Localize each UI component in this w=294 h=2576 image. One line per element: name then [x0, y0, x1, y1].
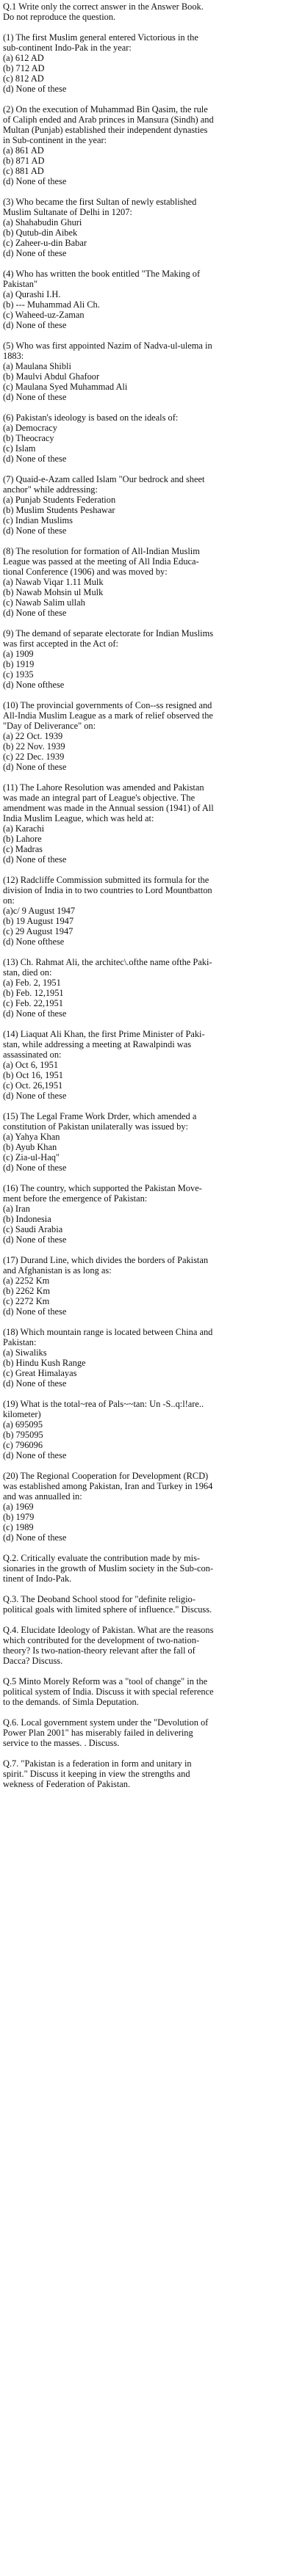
answer-option: (b) --- Muhammad Ali Ch.	[3, 299, 100, 310]
question-text: (14) Liaquat Ali Khan, the first Prime Minister of Paki- stan, while addressing a meeting at Rawalpindi was assassinated on:	[3, 1029, 205, 1060]
answer-option: (c) 796096	[3, 1440, 43, 1450]
answer-option: (d) None of these	[3, 608, 67, 618]
answer-option: (b) 1979	[3, 1512, 35, 1522]
answer-option: (c) Indian Muslims	[3, 515, 73, 525]
answer-option: (b) Hindu Kush Range	[3, 1358, 86, 1368]
mcq-item	[3, 341, 290, 402]
mcq-item	[3, 197, 290, 258]
question-text: (8) The resolution for formation of All-Indian Muslim League was passed at the meeting of All India Educa- tional Conference (1906) and was moved by:	[3, 546, 200, 577]
answer-option: (b) Nawab Mohsin ul Mulk	[3, 587, 104, 597]
question-text: (5) Who was first appointed Nazim of Nadva-ul-ulema in 1883:	[3, 341, 212, 361]
mcq-item	[3, 1029, 290, 1101]
answer-option: (b) Maulvi Abdul Ghafoor	[3, 371, 100, 382]
answer-option: (a) 2252 Km	[3, 1276, 50, 1286]
question-text: (18) Which mountain range is located between China and Pakistan:	[3, 1327, 213, 1347]
answer-option: (d) None ofthese	[3, 936, 65, 947]
answer-option: (d) None of these	[3, 1234, 67, 1245]
answer-option: (a) 1969	[3, 1502, 34, 1512]
answer-option: (a) Democracy	[3, 423, 57, 433]
answer-option: (a) 612 AD	[3, 53, 44, 63]
answer-option: (c) Waheed-uz-Zaman	[3, 310, 85, 320]
answer-option: (b) 712 AD	[3, 63, 45, 73]
answer-option: (a) Feb. 2, 1951	[3, 978, 61, 988]
answer-option: (a)c/ 9 August 1947	[3, 906, 76, 916]
answer-option: (a) Karachi	[3, 823, 45, 834]
answer-option: (c) Islam	[3, 443, 36, 454]
answer-option: (c) Nawab Salim ullah	[3, 597, 85, 608]
mcq-item	[3, 1111, 290, 1173]
question-text: (4) Who has written the book entitled "The Making of Pakistan"	[3, 269, 201, 289]
mcq-item	[3, 957, 290, 1019]
mcq-item	[3, 1399, 290, 1460]
answer-option: (b) 871 AD	[3, 156, 45, 166]
answer-option: (d) None of these	[3, 1378, 67, 1389]
long-question: Q.7. "Pakistan is a federation in form and unitary in spirit." Discuss it keeping in view the strengths and wekness of Federation of Pakistan.	[3, 1758, 192, 1789]
question-text: (16) The country, which supported the Pakistan Move- ment before the emergence of Pakistan:	[3, 1183, 202, 1204]
answer-option: (d) None of these	[3, 1008, 67, 1019]
answer-option: (d) None of these	[3, 1450, 67, 1460]
answer-option: (d) None of these	[3, 1163, 67, 1173]
mcq-item	[3, 546, 290, 618]
answer-option: (b) Theocracy	[3, 433, 54, 443]
answer-option: (a) Shahabudin Ghuri	[3, 217, 82, 228]
question-text: (17) Durand Line, which divides the borders of Pakistan and Afghanistan is as long as:	[3, 1255, 209, 1276]
answer-option: (a) 1909	[3, 649, 34, 659]
mcq-item	[3, 474, 290, 536]
answer-option: (a) Siwaliks	[3, 1347, 47, 1358]
answer-option: (a) 861 AD	[3, 145, 44, 156]
answer-option: (b) Ayub Khan	[3, 1142, 57, 1152]
long-question-list	[3, 1553, 290, 1789]
mcq-item	[3, 628, 290, 690]
answer-option: (a) Yahya Khan	[3, 1132, 60, 1142]
question-text: (20) The Regional Cooperation for Development (RCD) was established among Pakistan, Iran and Turkey in 1964 and was annualled in:	[3, 1471, 213, 1502]
answer-option: (a) Iran	[3, 1204, 30, 1214]
question-text: (19) What is the total~rea of Pals~~tan: Un -S..q:l!are.. kilometer)	[3, 1399, 204, 1419]
question-text: (7) Quaid-e-Azam called Islam "Our bedrock and sheet anchor" while addressing:	[3, 474, 205, 495]
mcq-item	[3, 1183, 290, 1245]
answer-option: (d) None of these	[3, 525, 67, 536]
answer-option: (d) None of these	[3, 320, 67, 330]
answer-option: (c) 812 AD	[3, 73, 44, 84]
question-text: (1) The first Muslim general entered Victorious in the sub-continent Indo-Pak in the year:	[3, 32, 198, 53]
mcq-item	[3, 104, 290, 186]
answer-option: (a) 695095	[3, 1419, 43, 1430]
answer-option: (d) None of these	[3, 854, 67, 865]
question-text: (9) The demand of separate electorate for Indian Muslims was first accepted in the Act of:	[3, 628, 214, 649]
question-text: (13) Ch. Rahmat Ali, the architec\.ofthe name ofthe Paki- stan, died on:	[3, 957, 212, 978]
answer-option: (b) Oct 16, 1951	[3, 1070, 63, 1080]
answer-option: (d) None of these	[3, 1091, 67, 1101]
answer-option: (d) None of these	[3, 84, 67, 94]
mcq-item	[3, 32, 290, 94]
mcq-item	[3, 782, 290, 865]
answer-option: (b) 1919	[3, 659, 35, 669]
question-text: (11) The Lahore Resolution was amended and Pakistan was made an integral part of League's objective. The amendment was made in the Annual session (1941) of All India Muslim League, which was held at:	[3, 782, 214, 823]
answer-option: (d) None of these	[3, 762, 67, 772]
answer-option: (b) Lahore	[3, 834, 42, 844]
mcq-item	[3, 1327, 290, 1389]
answer-option: (a) 22 Oct. 1939	[3, 731, 63, 741]
mcq-item	[3, 412, 290, 464]
answer-option: (a) Nawab Viqar 1.11 Mulk	[3, 577, 104, 587]
answer-option: (c) 881 AD	[3, 166, 44, 176]
long-question: Q.3. The Deoband School stood for "definite religio- political goals with limited sphere of influence." Discuss.	[3, 1594, 212, 1615]
answer-option: (a) Maulana Shibli	[3, 361, 71, 371]
answer-option: (d) None of these	[3, 1306, 67, 1317]
answer-option: (b) 22 Nov. 1939	[3, 741, 65, 752]
answer-option: (c) Great Himalayas	[3, 1368, 77, 1378]
mcq-list	[3, 32, 290, 1543]
answer-option: (c) Maulana Syed Muhammad Ali	[3, 382, 128, 392]
answer-option: (b) 19 August 1947	[3, 916, 74, 926]
answer-option: (d) None of these	[3, 176, 67, 186]
answer-option: (d) None of these	[3, 454, 67, 464]
long-question: Q.4. Elucidate Ideology of Pakistan. What are the reasons which contributed for the development of two-nation- theory? Is two-nation-theory relevant after the fall of Dacca? Discuss.	[3, 1625, 214, 1666]
answer-option: (c) Oct. 26,1951	[3, 1080, 63, 1091]
answer-option: (c) 1989	[3, 1522, 34, 1532]
mcq-item	[3, 875, 290, 947]
answer-option: (d) None of these	[3, 392, 67, 402]
answer-option: (b) 2262 Km	[3, 1286, 51, 1296]
answer-option: (a) Qurashi I.H.	[3, 289, 61, 299]
answer-option: (a) Oct 6, 1951	[3, 1060, 59, 1070]
answer-option: (b) 795095	[3, 1430, 43, 1440]
instructions: Q.1 Write only the correct answer in the Answer Book. Do not reproduce the question.	[3, 1, 204, 22]
mcq-item	[3, 700, 290, 772]
long-question: Q.2. Critically evaluate the contribution made by mis- sionaries in the growth of Muslim society in the Sub-con- tinent of Indo-Pak.	[3, 1553, 213, 1584]
answer-option: (c) 2272 Km	[3, 1296, 50, 1306]
answer-option: (b) Qutub-din Aibek	[3, 228, 78, 238]
answer-option: (d) None of these	[3, 1532, 67, 1543]
answer-option: (c) Zia-ul-Haq"	[3, 1152, 60, 1163]
question-text: (10) The provincial governments of Con--ss resigned and All-India Muslim League as a mark of relief observed the "Day of Deliverance" on:	[3, 700, 213, 731]
answer-option: (b) Muslim Students Peshawar	[3, 505, 115, 515]
question-text: (15) The Legal Frame Work Drder, which amended a constitution of Pakistan unilaterally was issued by:	[3, 1111, 197, 1132]
question-text: (3) Who became the first Sultan of newly established Muslim Sultanate of Delhi in 1207:	[3, 197, 197, 217]
mcq-item	[3, 1471, 290, 1543]
answer-option: (d) None ofthese	[3, 680, 65, 690]
answer-option: (a) Punjab Students Federation	[3, 495, 116, 505]
answer-option: (b) Indonesia	[3, 1214, 51, 1224]
answer-option: (c) Zaheer-u-din Babar	[3, 238, 87, 248]
answer-option: (c) Madras	[3, 844, 43, 854]
mcq-item	[3, 1255, 290, 1317]
question-text: (12) Radcliffe Commission submitted its formula for the division of India in to two countries to Lord Mountbatton on:	[3, 875, 212, 906]
answer-option: (d) None of these	[3, 248, 67, 258]
long-question: Q.6. Local government system under the "Devolution of Power Plan 2001" has miserably failed in delivering service to the masses. . Discuss.	[3, 1717, 209, 1748]
long-question: Q.5 Minto Morely Reform was a "tool of change" in the political system of India. Discuss it with special reference to the demands. of Simla Deputation.	[3, 1676, 214, 1707]
answer-option: (c) 1935	[3, 669, 34, 680]
answer-option: (c) 22 Dec. 1939	[3, 752, 65, 762]
question-text: (2) On the execution of Muhammad Bin Qasim, the rule of Caliph ended and Arab princes in Mansura (Sindh) and Multan (Punjab) established their independent dynasties in Sub-continent in the year:	[3, 104, 214, 145]
answer-option: (c) Saudi Arabia	[3, 1224, 63, 1234]
answer-option: (c) 29 August 1947	[3, 926, 74, 936]
mcq-item	[3, 269, 290, 330]
answer-option: (b) Feb. 12,1951	[3, 988, 64, 998]
question-text: (6) Pakistan's ideology is based on the ideals of:	[3, 412, 179, 423]
answer-option: (c) Feb. 22,1951	[3, 998, 63, 1008]
